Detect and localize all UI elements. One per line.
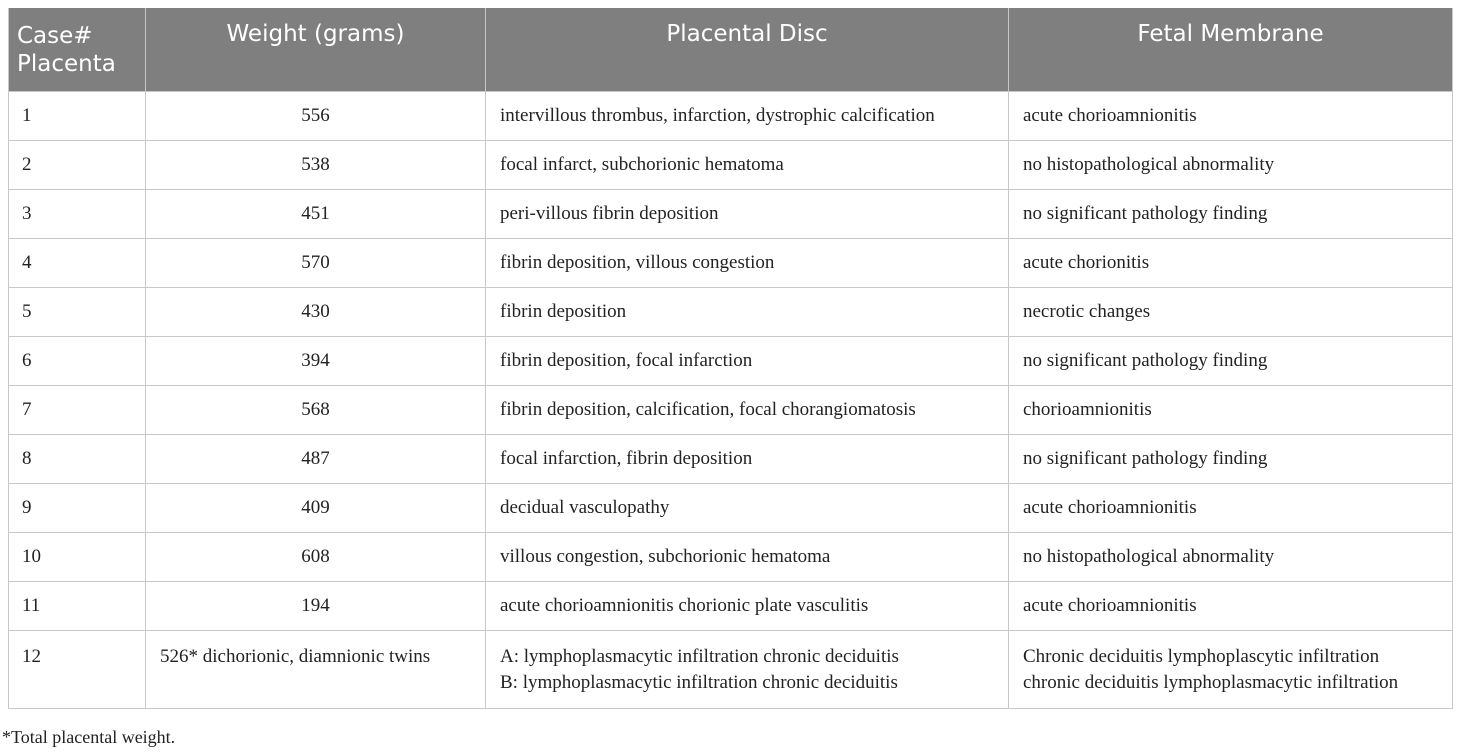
cell-placental-disc: fibrin deposition, villous congestion [486, 238, 1009, 287]
table-row [9, 434, 1453, 483]
cell-case: 2 [9, 140, 146, 189]
header-case-placenta [9, 8, 146, 91]
table-row [9, 532, 1453, 581]
cell-fetal-membrane: acute chorionitis [1009, 238, 1453, 287]
cell-fetal-membrane: no significant pathology finding [1009, 189, 1453, 238]
header-placental-disc: Placental Disc [486, 8, 1009, 91]
header-case-line1: Case# [17, 23, 93, 49]
cell-weight: 487 [146, 434, 486, 483]
cell-fetal-membrane: no histopathological abnormality [1009, 140, 1453, 189]
cell-case: 11 [9, 581, 146, 630]
membrane-line-a: Chronic deciduitis lymphoplascytic infiltration [1023, 645, 1380, 667]
cell-placental-disc: decidual vasculopathy [486, 483, 1009, 532]
header-row [9, 8, 1453, 91]
footnote: *Total placental weight. [2, 727, 176, 747]
cell-placental-disc: focal infarct, subchorionic hematoma [486, 140, 1009, 189]
disc-line-b: B: lymphoplasmacytic infiltration chronic deciduitis [500, 671, 898, 693]
cell-case: 4 [9, 238, 146, 287]
cell-case: 1 [9, 91, 146, 140]
cell-weight: 608 [146, 532, 486, 581]
table-header [9, 8, 1453, 91]
cell-fetal-membrane: no significant pathology finding [1009, 336, 1453, 385]
cell-weight: 556 [146, 91, 486, 140]
pathology-table [8, 8, 1453, 709]
cell-fetal-membrane: no histopathological abnormality [1009, 532, 1453, 581]
cell-weight: 194 [146, 581, 486, 630]
disc-line-a: A: lymphoplasmacytic infiltration chronic deciduitis [500, 645, 899, 667]
cell-case: 7 [9, 385, 146, 434]
cell-fetal-membrane: acute chorioamnionitis [1009, 91, 1453, 140]
cell-weight: 430 [146, 287, 486, 336]
cell-weight: 394 [146, 336, 486, 385]
table-row [9, 483, 1453, 532]
cell-weight: 568 [146, 385, 486, 434]
cell-case: 3 [9, 189, 146, 238]
cell-placental-disc: intervillous thrombus, infarction, dystrophic calcification [486, 91, 1009, 140]
table-row [9, 287, 1453, 336]
cell-fetal-membrane: no significant pathology finding [1009, 434, 1453, 483]
cell-case: 8 [9, 434, 146, 483]
header-fetal-membrane: Fetal Membrane [1009, 8, 1453, 91]
cell-case: 6 [9, 336, 146, 385]
cell-placental-disc: acute chorioamnionitis chorionic plate vasculitis [486, 581, 1009, 630]
cell-case: 12 [9, 630, 146, 708]
cell-weight: 570 [146, 238, 486, 287]
table-row [9, 140, 1453, 189]
cell-fetal-membrane: chorioamnionitis [1009, 385, 1453, 434]
table-row [9, 385, 1453, 434]
cell-weight: 538 [146, 140, 486, 189]
table-row [9, 189, 1453, 238]
cell-fetal-membrane: acute chorioamnionitis [1009, 581, 1453, 630]
table-row [9, 91, 1453, 140]
cell-placental-disc: focal infarction, fibrin deposition [486, 434, 1009, 483]
cell-weight: 526* dichorionic, diamnionic twins [146, 630, 486, 708]
cell-placental-disc: fibrin deposition, calcification, focal chorangiomatosis [486, 385, 1009, 434]
table-container [8, 8, 1452, 709]
table-row [9, 630, 1453, 708]
cell-placental-disc: villous congestion, subchorionic hematoma [486, 532, 1009, 581]
cell-weight: 451 [146, 189, 486, 238]
cell-fetal-membrane: acute chorioamnionitis [1009, 483, 1453, 532]
cell-fetal-membrane [1009, 630, 1453, 708]
table-body [9, 91, 1453, 708]
cell-weight: 409 [146, 483, 486, 532]
cell-fetal-membrane: necrotic changes [1009, 287, 1453, 336]
table-row [9, 581, 1453, 630]
cell-case: 9 [9, 483, 146, 532]
header-weight: Weight (grams) [146, 8, 486, 91]
cell-case: 5 [9, 287, 146, 336]
table-row [9, 238, 1453, 287]
header-case-line2: Placenta [17, 51, 116, 77]
cell-case: 10 [9, 532, 146, 581]
cell-placental-disc: peri-villous fibrin deposition [486, 189, 1009, 238]
membrane-line-b: chronic deciduitis lymphoplasmacytic infiltration [1023, 671, 1399, 693]
cell-placental-disc: fibrin deposition, focal infarction [486, 336, 1009, 385]
cell-placental-disc: fibrin deposition [486, 287, 1009, 336]
cell-placental-disc [486, 630, 1009, 708]
table-row [9, 336, 1453, 385]
